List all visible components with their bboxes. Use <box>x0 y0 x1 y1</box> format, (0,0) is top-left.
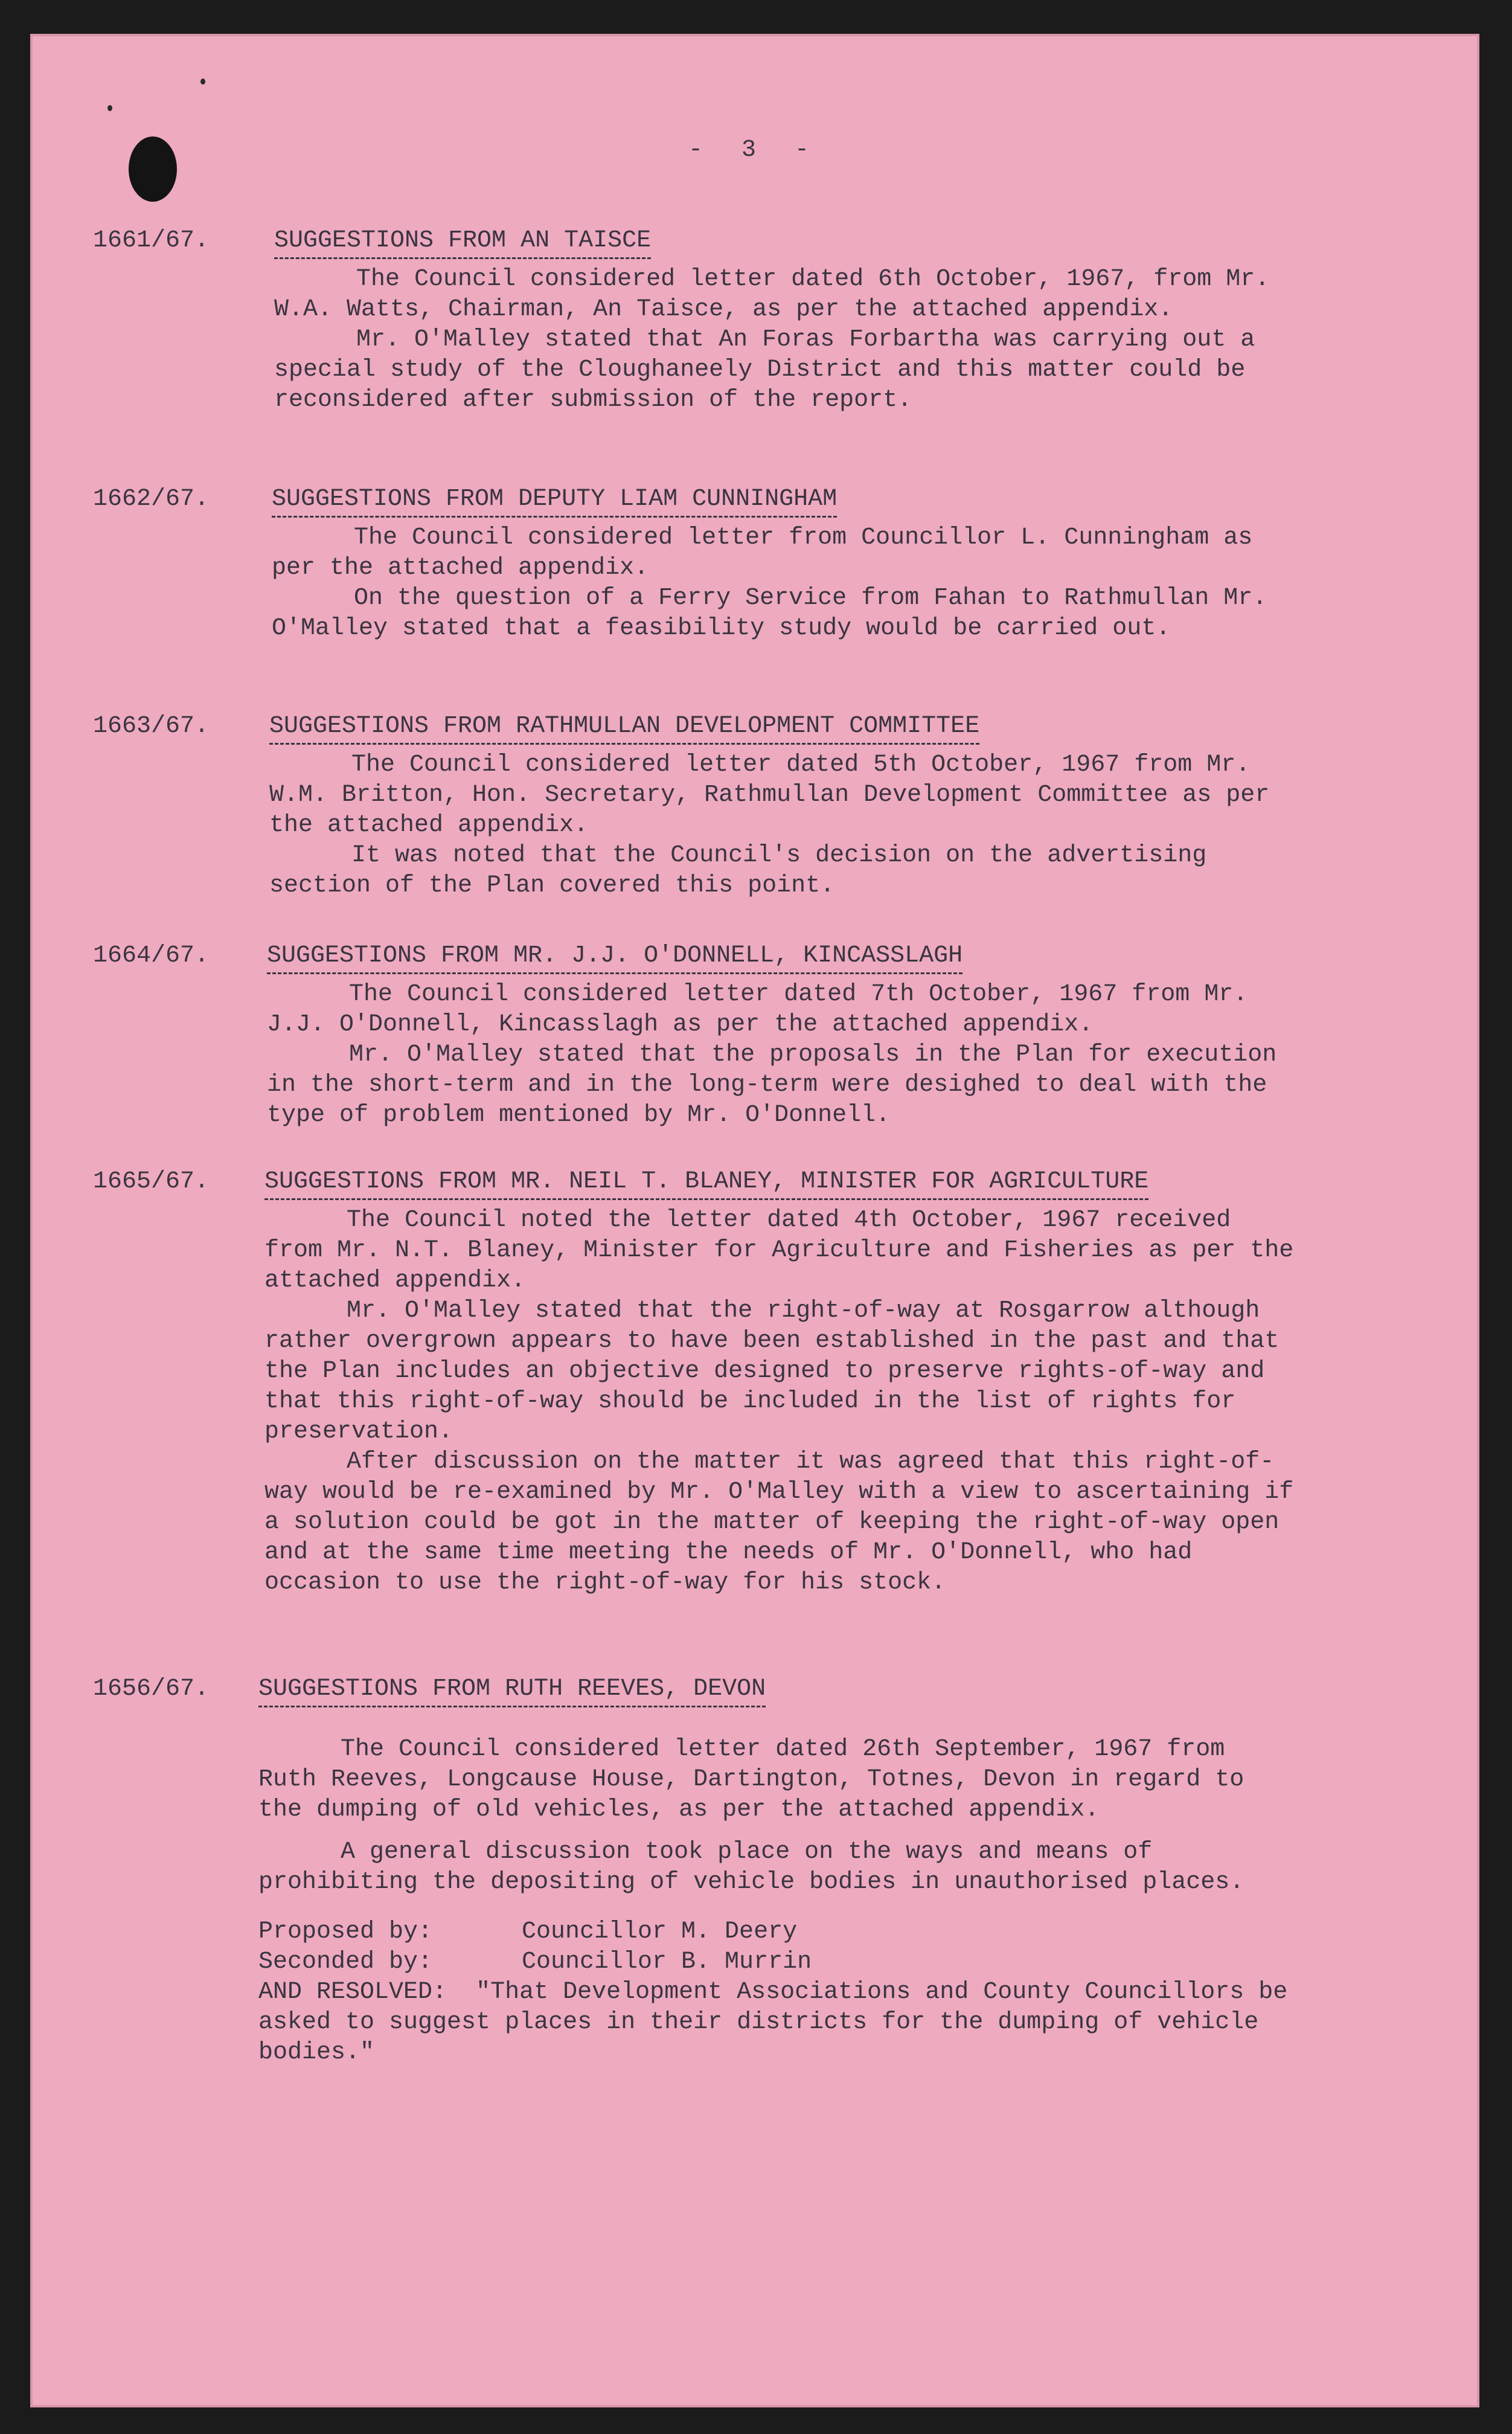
minute-paragraph: The Council considered letter from Councillor L. Cunningham as per the attached appendix. <box>272 524 1253 582</box>
minute-paragraph: On the question of a Ferry Service from Fahan to Rathmullan Mr. O'Malley stated that a feasibility study would be carried out. <box>272 585 1267 642</box>
minute-heading: SUGGESTIONS FROM DEPUTY LIAM CUNNINGHAM <box>272 484 837 518</box>
minute-number: 1665/67. <box>93 1168 210 1195</box>
document-page <box>30 34 1479 2407</box>
minute-heading: SUGGESTIONS FROM MR. J.J. O'DONNELL, KINCASSLAGH <box>267 941 963 974</box>
minute-body <box>272 523 1310 644</box>
minute-number: 1661/67. <box>93 227 210 254</box>
proposed-row <box>258 1917 1297 1947</box>
paper-speck <box>107 105 112 111</box>
minute-paragraph: The Council considered letter dated 26th September, 1967 from Ruth Reeves, Longcause House, Dartington, Totnes, Devon in regard to the dumping of old vehicles, as per the attached appendix. <box>258 1736 1245 1823</box>
minute-paragraph: The Council considered letter dated 5th October, 1967 from Mr. W.M. Britton, Hon. Secretary, Rathmullan Development Committee as per the attached appendix. <box>269 751 1270 839</box>
minute-paragraph: The Council noted the letter dated 4th October, 1967 received from Mr. N.T. Blaney, Minister for Agriculture and Fisheries as per the attached appendix. <box>264 1207 1294 1294</box>
page-number: - 3 - <box>688 136 822 164</box>
minute-paragraph: The Council considered letter dated 7th October, 1967 from Mr. J.J. O'Donnell, Kincasslagh as per the attached appendix. <box>267 981 1248 1038</box>
minute-heading: SUGGESTIONS FROM RATHMULLAN DEVELOPMENT COMMITTEE <box>269 711 979 745</box>
proposed-label: Proposed by: <box>258 1918 433 1945</box>
seconded-row <box>258 1947 1297 1977</box>
resolution-paragraph <box>258 1977 1297 2068</box>
resolved-label: AND RESOLVED: <box>258 1979 447 2006</box>
minute-body <box>258 1735 1297 2068</box>
minute-paragraph: Mr. O'Malley stated that An Foras Forbartha was carrying out a special study of the Cloughaneely District and this matter could be reconsidered after submission of the report. <box>274 326 1255 414</box>
resolved-text: "That Development Associations and County Councillors be asked to suggest places in their districts for the dumping of vehicle bodies." <box>258 1979 1288 2066</box>
punch-hole <box>129 136 177 202</box>
minute-paragraph: Mr. O'Malley stated that the right-of-way at Rosgarrow although rather overgrown appears to have been established in the past and that the Plan includes an objective designed to preserve rights-of-way and that this right-of-way should be included in the list of rights for preservation. <box>264 1297 1280 1445</box>
paper-speck <box>200 79 205 85</box>
minute-heading: SUGGESTIONS FROM AN TAISCE <box>274 226 651 259</box>
minute-number: 1663/67. <box>93 713 210 740</box>
minute-body <box>274 265 1313 416</box>
minute-paragraph: A general discussion took place on the ways and means of prohibiting the depositing of vehicle bodies in unauthorised places. <box>258 1838 1245 1896</box>
minute-body <box>269 750 1308 901</box>
minute-paragraph: It was noted that the Council's decision on the advertising section of the Plan covered this point. <box>269 842 1207 899</box>
minute-number: 1656/67. <box>93 1675 210 1703</box>
minute-heading: SUGGESTIONS FROM MR. NEIL T. BLANEY, MINISTER FOR AGRICULTURE <box>264 1167 1148 1200</box>
minute-number: 1662/67. <box>93 486 210 513</box>
proposed-value: Councillor M. Deery <box>522 1918 798 1945</box>
minute-body <box>264 1206 1303 1598</box>
minute-paragraph: After discussion on the matter it was agreed that this right-of-way would be re-examined by Mr. O'Malley with a view to ascertaining if a solution could be got in the matter of keeping the right-of-way open and at the same time meeting the needs of Mr. O'Donnell, who had occasion to use the right-of-way for his stock. <box>264 1448 1294 1596</box>
minute-paragraph: The Council considered letter dated 6th October, 1967, from Mr. W.A. Watts, Chairman, An Taisce, as per the attached appendix. <box>274 266 1270 323</box>
minute-paragraph: Mr. O'Malley stated that the proposals in the Plan for execution in the short-term and in the long-term were desighed to deal with the type of problem mentioned by Mr. O'Donnell. <box>267 1041 1277 1129</box>
minute-body <box>267 980 1305 1131</box>
seconded-label: Seconded by: <box>258 1948 433 1976</box>
minute-heading: SUGGESTIONS FROM RUTH REEVES, DEVON <box>258 1674 766 1707</box>
seconded-value: Councillor B. Murrin <box>522 1948 812 1976</box>
motion-block <box>258 1917 1297 1977</box>
minute-number: 1664/67. <box>93 942 210 969</box>
